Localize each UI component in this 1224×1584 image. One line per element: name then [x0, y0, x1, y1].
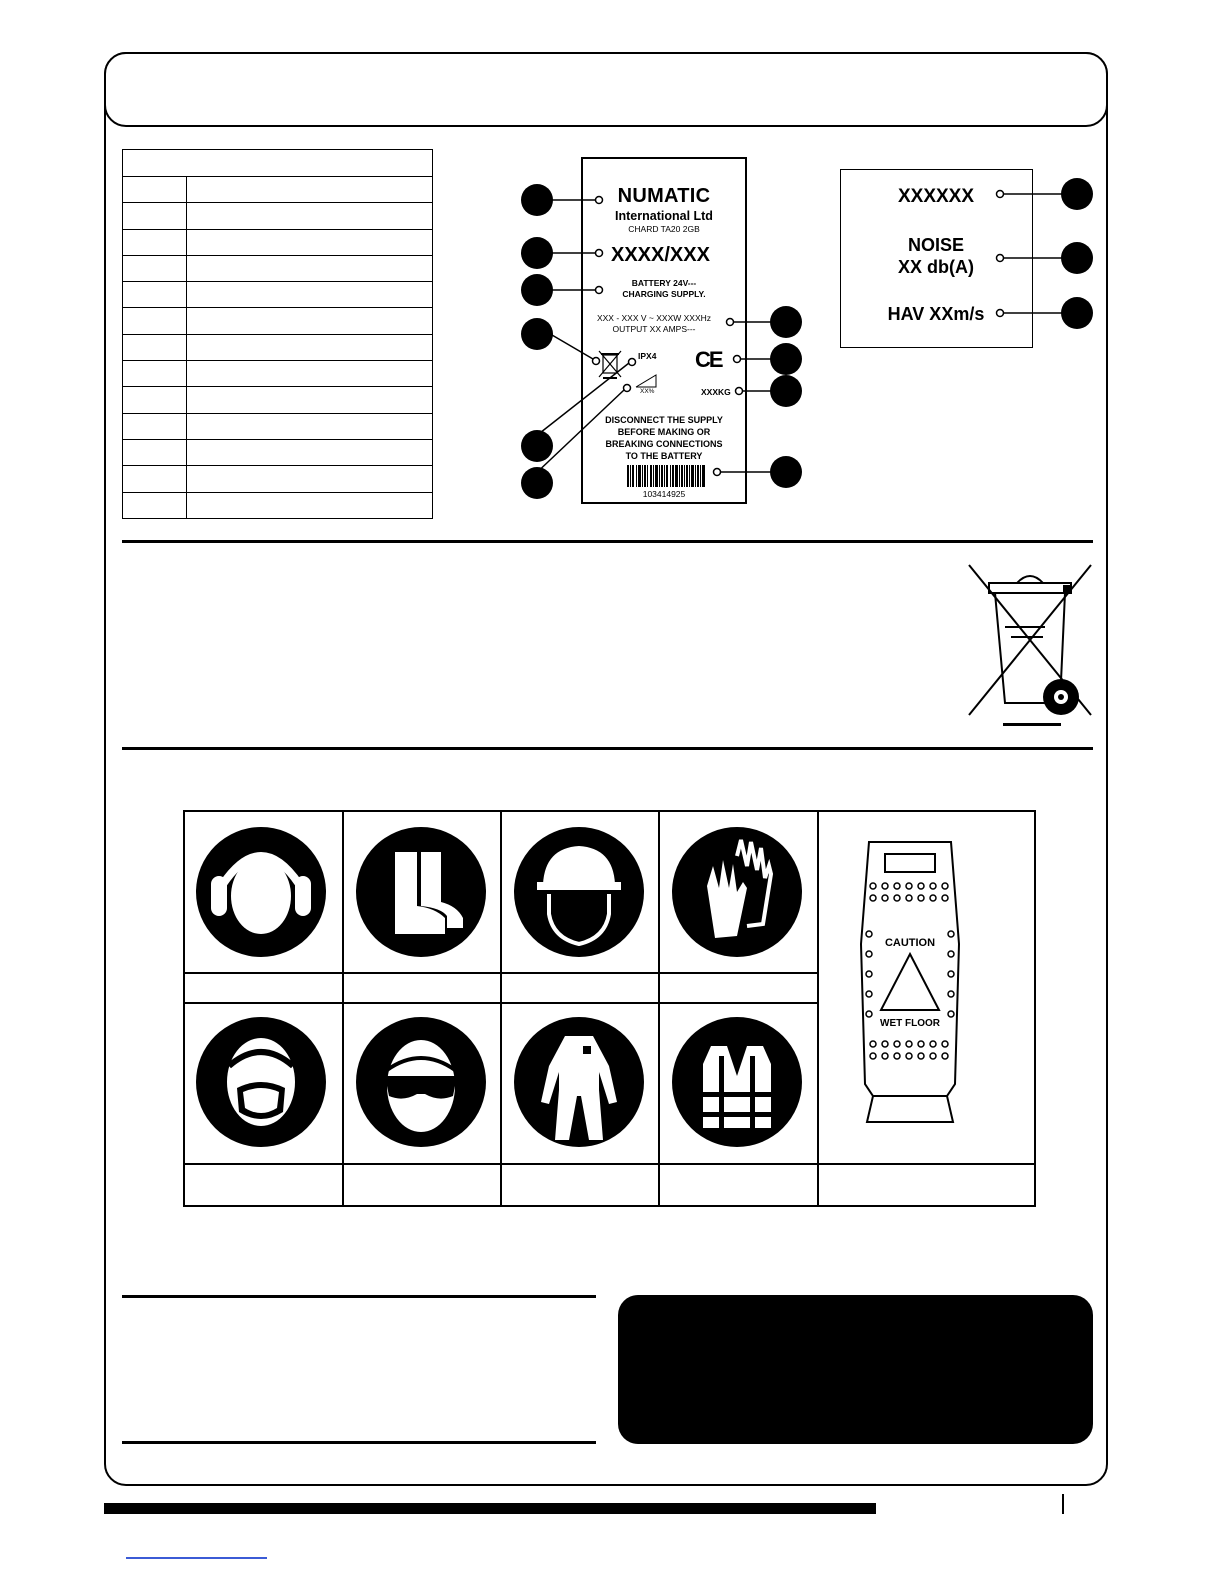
callout-marker	[1061, 178, 1093, 210]
label-gradient: XX%	[640, 388, 655, 395]
label-serial: 103414925	[642, 489, 686, 499]
wet-floor-label: WET FLOOR	[880, 1018, 940, 1029]
weee-bin-icon	[965, 563, 1095, 731]
ear-defenders-icon	[195, 826, 327, 958]
wet-floor-caution: CAUTION	[884, 937, 936, 949]
section-divider	[122, 747, 1093, 750]
label-ip-rating: IPX4	[638, 351, 657, 361]
callout-marker	[1061, 242, 1093, 274]
wet-floor-sign	[855, 834, 965, 1134]
noise-label-hav: HAV XXm/s	[887, 304, 985, 324]
bottom-left-divider-top	[122, 1295, 596, 1298]
overalls-icon	[513, 1016, 645, 1148]
footer-bar	[104, 1503, 876, 1514]
safety-boots-icon	[355, 826, 487, 958]
callout-marker	[770, 343, 802, 375]
callout-marker	[770, 306, 802, 338]
ppe-grid	[183, 810, 1036, 1207]
callout-overlay	[0, 0, 1224, 560]
label-warning: DISCONNECT THE SUPPLY BEFORE MAKING OR BREAKING CONNECTIONS TO THE BATTERY	[605, 415, 723, 461]
callout-marker	[521, 318, 553, 350]
bottom-left-divider-bottom	[122, 1441, 596, 1444]
section-divider	[122, 540, 1093, 543]
label-weight: XXXKG	[701, 387, 731, 397]
safety-gloves-icon	[671, 826, 803, 958]
footer-separator	[1062, 1494, 1064, 1514]
hard-hat-icon	[513, 826, 645, 958]
callout-anchors	[593, 191, 1004, 476]
ce-mark: CE	[695, 347, 722, 372]
label-battery: BATTERY 24V--- CHARGING SUPPLY.	[622, 278, 706, 299]
callout-markers	[521, 178, 1093, 499]
notice-panel	[618, 1295, 1093, 1444]
footer-link-underline[interactable]	[126, 1557, 267, 1559]
callout-marker	[521, 274, 553, 306]
callout-marker	[770, 456, 802, 488]
dust-mask-icon	[195, 1016, 327, 1148]
label-brand: NUMATIC	[617, 185, 711, 207]
noise-label-code: XXXXXX	[897, 186, 975, 207]
callout-marker	[521, 467, 553, 499]
callout-marker	[521, 184, 553, 216]
callout-marker	[1061, 297, 1093, 329]
label-charging: XXX - XXX V ~ XXXW XXXHz OUTPUT XX AMPS---	[596, 313, 712, 334]
callout-marker	[521, 430, 553, 462]
callout-marker	[521, 237, 553, 269]
hi-vis-vest-icon	[671, 1016, 803, 1148]
callout-marker	[770, 375, 802, 407]
safety-goggles-icon	[355, 1016, 487, 1148]
label-model: XXXX/XXX	[611, 244, 710, 266]
noise-label-noise: NOISE XX db(A)	[898, 235, 974, 277]
label-address: CHARD TA20 2GB	[628, 224, 700, 234]
label-brand-sub: International Ltd	[615, 209, 713, 223]
